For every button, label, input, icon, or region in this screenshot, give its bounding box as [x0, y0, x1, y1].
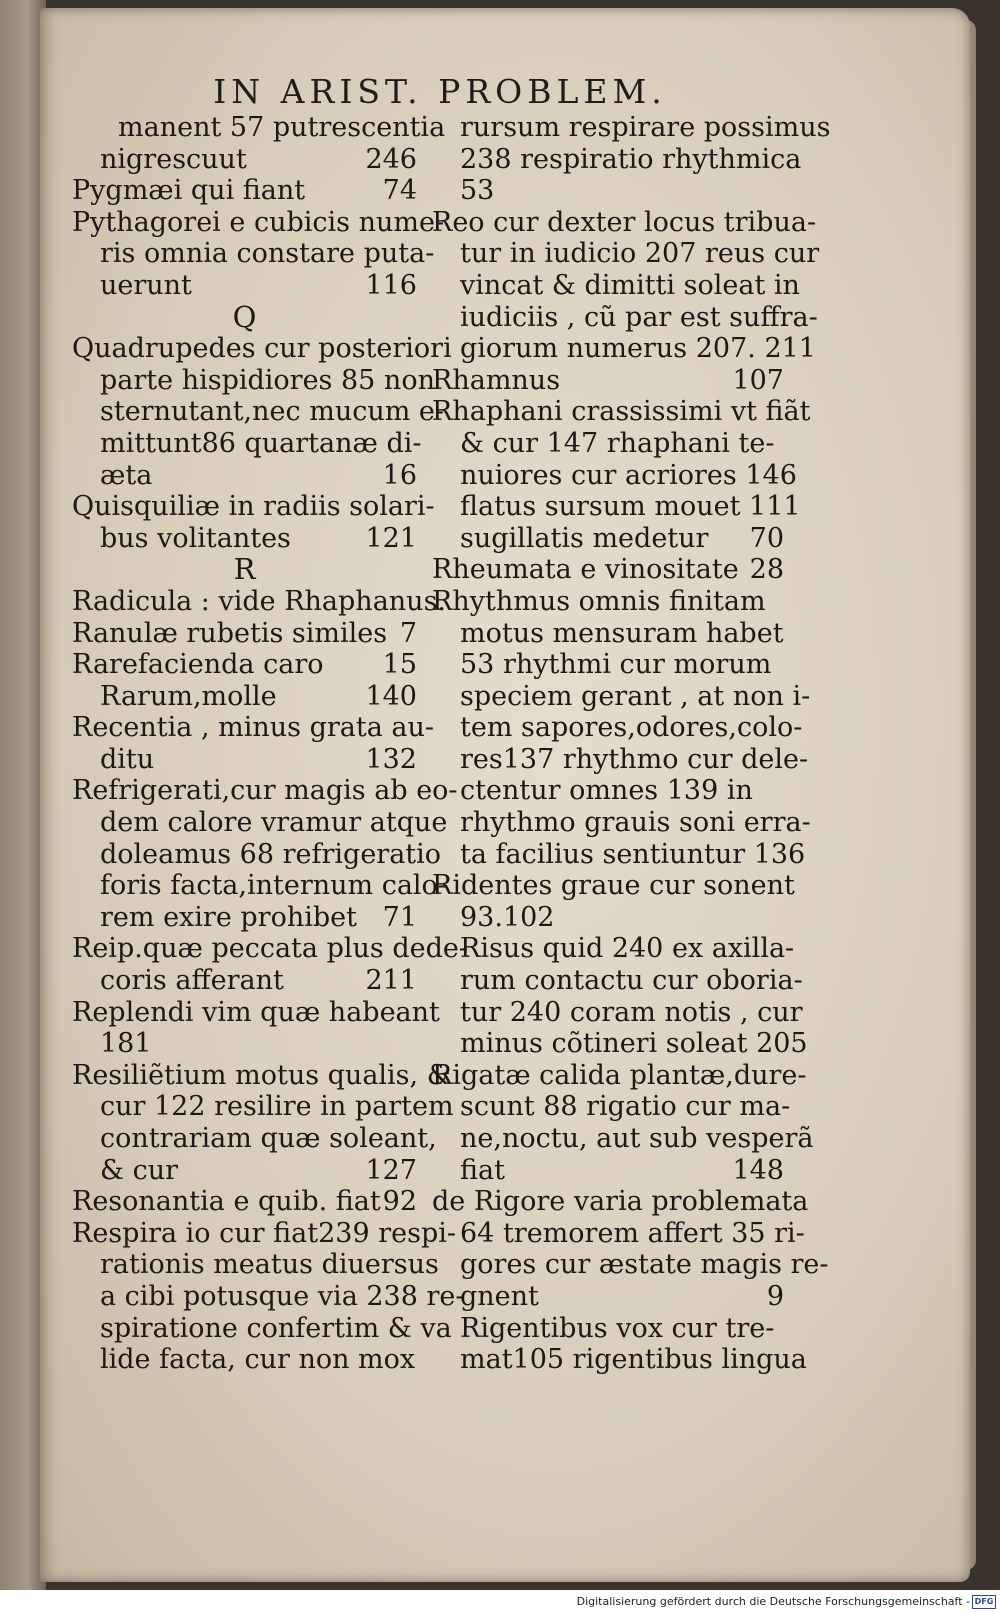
index-line: [432, 175, 784, 207]
index-line-text: parte hispidiores 85 non: [100, 364, 435, 396]
index-line-text: Pygmæi qui fiant: [72, 175, 306, 207]
page-number: 7: [399, 617, 417, 649]
index-line: [432, 649, 784, 681]
index-line: [72, 1028, 417, 1060]
index-line: [72, 775, 458, 807]
index-line: [72, 175, 417, 207]
index-line-text: cur 122 resilire in partem: [100, 1091, 454, 1123]
page-number: 16: [382, 459, 417, 491]
index-line-text: uerunt: [100, 269, 192, 301]
page-number: 211: [365, 965, 417, 997]
index-line-text: Rheumata e vinositate: [432, 554, 739, 586]
index-line-text: Radicula : vide Rhaphanus.: [72, 585, 447, 617]
index-line-text: 238 respiratio rhythmica: [460, 143, 802, 175]
index-line: [72, 1186, 417, 1218]
index-line: [432, 870, 795, 902]
index-line: [72, 838, 442, 871]
index-line: [72, 333, 452, 365]
index-line-text: Recentia , minus grata au-: [72, 712, 435, 744]
index-line: [432, 680, 811, 713]
index-line: [432, 933, 795, 965]
index-line: [432, 838, 806, 871]
index-line-text: 93.102: [460, 901, 555, 933]
index-line-text: mittunt86 quartanæ di-: [100, 427, 422, 459]
page-number: 121: [365, 522, 417, 554]
index-line: [72, 144, 417, 176]
index-line-text: a cibi potusque via 238 re-: [100, 1280, 465, 1312]
index-line-text: lide facta, cur non mox: [100, 1344, 416, 1376]
index-line-text: Rhamnus: [432, 364, 561, 396]
index-line: [72, 460, 417, 492]
index-line: [72, 649, 417, 681]
index-line: [72, 712, 435, 744]
index-line: [432, 618, 784, 650]
index-line-text: rhythmo grauis soni erra-: [460, 807, 811, 839]
index-line: [72, 427, 422, 460]
index-line: [432, 1155, 784, 1187]
index-line-text: Quisquiliæ in radiis solari-: [72, 491, 435, 523]
index-line: [72, 1091, 454, 1123]
page-number: 9: [766, 1280, 784, 1312]
index-line-text: Rigatæ calida plantæ,dure-: [432, 1059, 807, 1091]
index-line: [72, 491, 435, 523]
index-line: [72, 902, 417, 934]
index-line: [432, 554, 784, 586]
index-line: [432, 775, 784, 807]
index-line: [432, 112, 831, 144]
index-line-text: Rarefacienda caro: [72, 649, 324, 681]
index-line: [432, 143, 802, 176]
index-line-text: gores cur æstate magis re-: [460, 1249, 829, 1281]
index-line: [432, 428, 784, 460]
index-line-text: nigrescuut: [100, 143, 247, 175]
dfg-logo: DFG: [972, 1595, 996, 1609]
index-line-text: R: [233, 552, 256, 587]
index-line-text: rem exire prohibet: [100, 901, 357, 933]
index-line: [72, 1344, 417, 1376]
right-index-column: [432, 112, 831, 1376]
index-line: [432, 586, 784, 618]
index-line: [432, 1313, 784, 1345]
index-line: [72, 1123, 437, 1155]
index-line: [432, 902, 784, 934]
index-line-text: tur in iudicio 207 reus cur: [460, 238, 820, 270]
index-line-text: rationis meatus diuersus: [100, 1249, 439, 1281]
index-line-text: nuiores cur acriores 146: [460, 459, 797, 491]
index-line: [432, 1028, 808, 1060]
index-line-text: Rhaphani crassissimi vt fiãt: [432, 396, 811, 428]
index-line-text: ta facilius sentiuntur 136: [460, 838, 806, 870]
index-line-text: 53 rhythmi cur morum: [460, 649, 772, 681]
index-line-text: manent 57 putrescentia: [118, 112, 446, 143]
index-line: [432, 301, 818, 334]
index-line: [72, 996, 440, 1029]
page-number: 127: [365, 1154, 417, 1186]
index-line-text: dem calore vramur atque: [100, 807, 448, 839]
section-letter: [72, 554, 417, 586]
index-line-text: doleamus 68 refrigeratio: [100, 838, 442, 870]
page-number: 148: [732, 1154, 784, 1186]
digitization-footer: [0, 1590, 1000, 1613]
index-line-text: speciem gerant , at non i-: [460, 680, 811, 712]
index-line-text: spiratione confertim & va: [100, 1312, 452, 1344]
page-number: 116: [365, 269, 417, 301]
index-line-text: sternutant,nec mucum e-: [100, 396, 444, 428]
index-line-text: tur 240 coram notis , cur: [460, 996, 803, 1028]
index-line-text: Rigentibus vox cur tre-: [460, 1312, 775, 1344]
index-line-text: Resonantia e quib. fiat: [72, 1186, 381, 1218]
index-line: [72, 870, 447, 902]
page-number: 132: [365, 743, 417, 775]
index-line: [72, 965, 417, 997]
index-line: [432, 206, 817, 239]
index-line: [72, 112, 446, 144]
index-line: [72, 364, 435, 397]
index-line: [432, 996, 803, 1029]
index-line: [432, 712, 803, 744]
page-number: 140: [365, 680, 417, 712]
index-line: [72, 238, 435, 270]
index-line: [432, 1186, 809, 1218]
index-line: [432, 1249, 829, 1281]
index-line-text: Refrigerati,cur magis ab eo-: [72, 775, 458, 807]
index-line-text: Ridentes graue cur sonent: [432, 870, 795, 902]
index-line: [432, 459, 797, 492]
index-line-text: Rhythmus omnis finitam: [432, 585, 766, 617]
index-line-text: rursum respirare possimus: [460, 112, 831, 143]
index-line: [72, 396, 444, 428]
index-line: [432, 1123, 814, 1155]
index-line: [432, 269, 800, 302]
page-number: 15: [382, 649, 417, 681]
index-line-text: Quadrupedes cur posteriori: [72, 333, 452, 365]
index-line-text: de Rigore varia problemata: [432, 1186, 809, 1218]
index-line: [432, 238, 820, 270]
page-number: 70: [749, 522, 784, 554]
page-number: 246: [365, 143, 417, 175]
index-line-text: Reip.quæ peccata plus dede-: [72, 933, 468, 965]
index-line: [432, 1091, 791, 1123]
index-line: [72, 1249, 439, 1281]
index-line: [72, 618, 417, 650]
index-line-text: scunt 88 rigatio cur ma-: [460, 1091, 791, 1123]
index-line-text: & cur 147 rhaphani te-: [460, 427, 775, 459]
index-line: [72, 1217, 456, 1250]
left-index-column: [72, 112, 468, 1376]
index-line: [72, 523, 417, 555]
index-line: [72, 270, 417, 302]
index-line-text: fiat: [460, 1154, 505, 1186]
index-line-text: æta: [100, 459, 153, 491]
index-line: [432, 523, 784, 555]
index-line: [432, 365, 784, 397]
page-number: 107: [732, 364, 784, 396]
index-line-text: contrariam quæ soleant,: [100, 1123, 437, 1154]
index-line: [432, 396, 811, 428]
index-line-text: gnent: [460, 1280, 539, 1312]
index-line: [432, 333, 816, 365]
index-line: [432, 1217, 805, 1250]
index-line-text: Rarum,molle: [100, 680, 277, 712]
index-line-text: 53: [460, 175, 495, 207]
index-line-text: minus cõtineri soleat 205: [460, 1028, 808, 1060]
index-line: [72, 933, 468, 965]
index-line: [432, 965, 803, 997]
index-line-text: ctentur omnes 139 in: [460, 775, 753, 807]
index-line: [432, 1281, 784, 1313]
index-line-text: Q: [232, 299, 257, 334]
index-line-text: ditu: [100, 743, 155, 775]
index-line-text: giorum numerus 207. 211: [460, 333, 816, 365]
index-line-text: Pythagorei e cubicis nume-: [72, 206, 445, 238]
index-line-text: 181: [100, 1028, 152, 1060]
footer-credit: Digitalisierung gefördert durch die Deutsche Forschungsgemeinschaft -: [576, 1595, 970, 1608]
page-number: 92: [382, 1186, 417, 1218]
index-line-text: ne,noctu, aut sub vesperã: [460, 1123, 814, 1154]
index-line: [432, 743, 809, 776]
index-line-text: tem sapores,odores,colo-: [460, 712, 803, 744]
index-line: [72, 1280, 465, 1313]
index-line-text: res137 rhythmo cur dele-: [460, 743, 809, 775]
index-line-text: Resiliẽtium motus qualis, &: [72, 1059, 451, 1091]
index-line: [432, 1344, 807, 1376]
index-line: [432, 1059, 807, 1092]
index-line-text: 64 tremorem affert 35 ri-: [460, 1217, 805, 1249]
index-line-text: Reo cur dexter locus tribua-: [432, 206, 817, 238]
index-line-text: vincat & dimitti soleat in: [460, 269, 800, 301]
index-line: [432, 491, 801, 523]
index-line: [72, 807, 448, 839]
index-line-text: bus volitantes: [100, 522, 291, 554]
index-line-text: motus mensuram habet: [460, 617, 784, 649]
index-line-text: iudiciis , cũ par est suffra-: [460, 301, 818, 333]
index-line-text: Respira io cur fiat239 respi-: [72, 1217, 456, 1249]
index-line-text: ris omnia constare puta-: [100, 238, 435, 270]
index-line: [72, 206, 445, 239]
index-line-text: foris facta,internum calo-: [100, 870, 447, 902]
page-number: 74: [382, 175, 417, 207]
index-line-text: Risus quid 240 ex axilla-: [460, 933, 795, 965]
index-line-text: & cur: [100, 1154, 179, 1186]
section-letter: [72, 299, 417, 334]
index-line-text: flatus sursum mouet 111: [460, 491, 801, 523]
index-line: [432, 807, 811, 839]
page-number: 71: [382, 901, 417, 933]
index-line-text: sugillatis medetur: [460, 522, 709, 554]
index-line-text: Replendi vim quæ habeant: [72, 996, 440, 1028]
index-line: [72, 1312, 452, 1345]
index-line: [72, 585, 447, 618]
index-line-text: mat105 rigentibus lingua: [460, 1344, 807, 1376]
index-line: [72, 744, 417, 776]
running-head: IN ARIST. PROBLEM.: [213, 72, 667, 111]
index-line-text: Ranulæ rubetis similes: [72, 617, 388, 649]
page-number: 28: [749, 554, 784, 586]
index-line: [72, 1059, 451, 1092]
index-line: [72, 681, 417, 713]
index-line-text: rum contactu cur oboria-: [460, 965, 803, 997]
index-line-text: coris afferant: [100, 965, 284, 997]
index-line: [72, 1155, 417, 1187]
